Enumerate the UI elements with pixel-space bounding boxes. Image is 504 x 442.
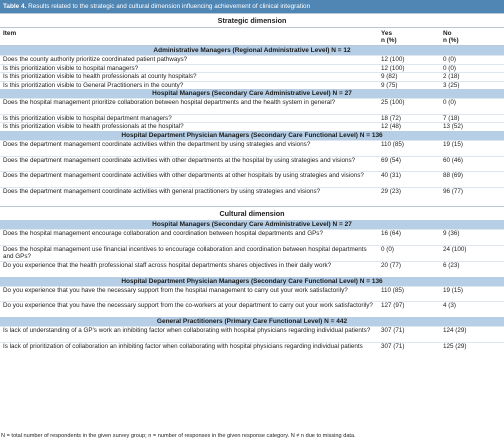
group-heading-label: Hospital Department Physician Managers (Secondary Care Functional Level) N = 136 — [0, 131, 504, 141]
table-row — [0, 327, 504, 343]
table-row — [0, 230, 504, 246]
table-row — [0, 64, 504, 73]
row-item-text: Is this prioritization visible to health professionals at county hospitals? — [0, 73, 377, 82]
group-heading — [0, 317, 504, 327]
column-header-yes-unit: n (%) — [381, 37, 397, 44]
row-yes-value: 12 (100) — [377, 64, 439, 73]
row-yes-value: 18 (72) — [377, 114, 439, 123]
column-header-item: Item — [0, 28, 377, 46]
group-heading — [0, 89, 504, 99]
column-header-row — [0, 28, 504, 46]
row-item-text: Does the department management coordinate activities within the department by using strategies and visions? — [0, 141, 377, 157]
row-no-value: 125 (29) — [439, 342, 504, 358]
table-row — [0, 123, 504, 131]
row-item-text: Does the department management coordinate activities with general practitioners by using strategies and visions? — [0, 187, 377, 203]
table-row — [0, 286, 504, 302]
row-yes-value: 110 (85) — [377, 141, 439, 157]
row-item-text: Does the department management coordinate activities with other departments at the hospital by using strategies and visions? — [0, 156, 377, 172]
table-row — [0, 172, 504, 188]
table-row — [0, 99, 504, 115]
column-header-no-unit: n (%) — [443, 37, 459, 44]
row-yes-value: 110 (85) — [377, 286, 439, 302]
table-caption-text: Results related to the strategic and cultural dimension influencing achievement of clinical integration — [28, 3, 311, 10]
row-no-value: 0 (0) — [439, 56, 504, 65]
column-header-no — [439, 28, 504, 46]
table-caption-label: Table 4. — [3, 3, 27, 10]
row-no-value: 96 (77) — [439, 187, 504, 203]
table-caption — [0, 0, 504, 13]
row-no-value: 2 (18) — [439, 73, 504, 82]
row-item-text: Does the county authority prioritize coordinated patient pathways? — [0, 56, 377, 65]
row-item-text: Do you experience that you have the necessary support from the co-workers at your department to carry out your work satisfactorily? — [0, 302, 377, 318]
table-row — [0, 56, 504, 65]
row-no-value: 7 (18) — [439, 114, 504, 123]
row-no-value: 88 (69) — [439, 172, 504, 188]
table-row — [0, 302, 504, 318]
group-heading — [0, 277, 504, 287]
table-row — [0, 114, 504, 123]
row-yes-value: 40 (31) — [377, 172, 439, 188]
row-yes-value: 12 (48) — [377, 123, 439, 131]
row-item-text: Is lack of prioritization of collaboration an inhibiting factor when collaborating with hospital physicians regarding individual patients — [0, 342, 377, 358]
row-yes-value: 20 (77) — [377, 261, 439, 277]
row-yes-value: 29 (23) — [377, 187, 439, 203]
group-heading-label: Hospital Department Physician Managers (Secondary Care Functional Level) N = 136 — [0, 277, 504, 287]
group-heading-label: Hospital Managers (Secondary Care Administrative Level) N = 27 — [0, 220, 504, 230]
row-item-text: Is this prioritization visible to health professionals at the hospital? — [0, 123, 377, 131]
row-yes-value: 69 (54) — [377, 156, 439, 172]
row-no-value: 19 (15) — [439, 286, 504, 302]
group-heading — [0, 131, 504, 141]
table-row — [0, 73, 504, 82]
row-no-value: 19 (15) — [439, 141, 504, 157]
column-header-no-label: No — [443, 30, 452, 37]
row-yes-value: 307 (71) — [377, 327, 439, 343]
row-no-value: 0 (0) — [439, 99, 504, 115]
column-header-yes-label: Yes — [381, 30, 393, 37]
row-item-text: Does the hospital management use financial incentives to encourage collaboration and coordination between hospital departments and GPs? — [0, 245, 377, 261]
row-yes-value: 12 (100) — [377, 56, 439, 65]
table-row — [0, 187, 504, 203]
table-row — [0, 261, 504, 277]
group-heading-label: General Practitioners (Primary Care Functional Level) N = 442 — [0, 317, 504, 327]
row-no-value: 4 (3) — [439, 302, 504, 318]
row-yes-value: 25 (100) — [377, 99, 439, 115]
results-table — [0, 13, 504, 358]
table-row — [0, 156, 504, 172]
row-yes-value: 9 (75) — [377, 81, 439, 89]
row-yes-value: 127 (97) — [377, 302, 439, 318]
row-item-text: Is this prioritization visible to General Practitioners in the county? — [0, 81, 377, 89]
row-yes-value: 9 (82) — [377, 73, 439, 82]
group-heading — [0, 220, 504, 230]
row-no-value: 6 (23) — [439, 261, 504, 277]
table-row — [0, 141, 504, 157]
row-yes-value: 307 (71) — [377, 342, 439, 358]
row-item-text: Does the department management coordinate activities with other departments at other hospitals by using strategies and visions? — [0, 172, 377, 188]
row-no-value: 9 (36) — [439, 230, 504, 246]
table-row — [0, 81, 504, 89]
row-yes-value: 0 (0) — [377, 245, 439, 261]
dimension-heading-cultural — [0, 207, 504, 221]
row-no-value: 13 (52) — [439, 123, 504, 131]
row-no-value: 124 (29) — [439, 327, 504, 343]
row-item-text: Is this prioritization visible to hospital managers? — [0, 64, 377, 73]
row-no-value: 60 (46) — [439, 156, 504, 172]
group-heading — [0, 46, 504, 56]
dimension-heading-cultural-label: Cultural dimension — [0, 207, 504, 221]
group-heading-label: Administrative Managers (Regional Administrative Level) N = 12 — [0, 46, 504, 56]
row-no-value: 3 (25) — [439, 81, 504, 89]
table-row — [0, 342, 504, 358]
row-yes-value: 16 (64) — [377, 230, 439, 246]
row-item-text: Does the hospital management prioritize collaboration between hospital departments and the health system in general? — [0, 99, 377, 115]
row-item-text: Do you experience that you have the necessary support from the hospital management to carry out your work satisfactorily? — [0, 286, 377, 302]
table-row — [0, 245, 504, 261]
dimension-heading-strategic — [0, 14, 504, 28]
group-heading-label: Hospital Managers (Secondary Care Administrative Level) N = 27 — [0, 89, 504, 99]
row-no-value: 0 (0) — [439, 64, 504, 73]
row-item-text: Is lack of understanding of a GP's work an inhibiting factor when collaborating with hospital physicians regarding individual patients? — [0, 327, 377, 343]
table-footnote: N = total number of respondents in the given survey group; n = number of responses in the given response category. N ≠ n due to missing data. — [1, 433, 356, 439]
column-header-yes — [377, 28, 439, 46]
dimension-heading-strategic-label: Strategic dimension — [0, 14, 504, 28]
row-item-text: Is this prioritization visible to hospital department managers? — [0, 114, 377, 123]
row-item-text: Does the hospital management encourage collaboration and coordination between hospital departments and GPs? — [0, 230, 377, 246]
row-item-text: Do you experience that the health professional staff across hospital departments shares objectives in their daily work? — [0, 261, 377, 277]
row-no-value: 24 (100) — [439, 245, 504, 261]
